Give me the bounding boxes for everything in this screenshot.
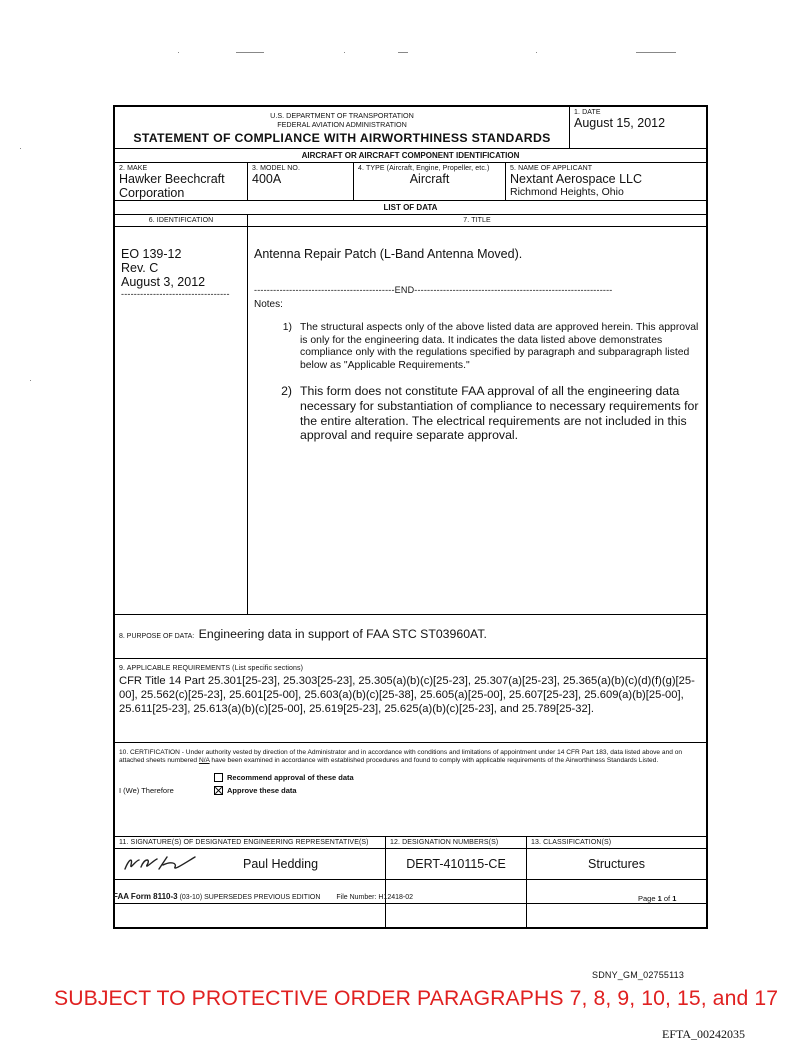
note-1-number: 1) [282, 322, 292, 333]
applicable-requirements [115, 659, 706, 743]
certification [115, 743, 706, 837]
file-number: File Number: H12418-02 [336, 894, 414, 901]
approve-data-label: Approve these data [227, 786, 297, 796]
make-label: 2. MAKE [119, 165, 148, 172]
type-cell [354, 163, 506, 200]
efta-number: EFTA_00242035 [662, 1027, 746, 1041]
scan-speck [30, 380, 31, 381]
applicant-city: Richmond Heights, Ohio [510, 186, 624, 198]
form-footer [113, 892, 413, 901]
designation-column-header: 12. DESIGNATION NUMBERS(S) [386, 837, 527, 848]
identification-column-header: 6. IDENTIFICATION [115, 215, 248, 226]
recommend-approval-option[interactable] [214, 773, 702, 782]
document-number: EO 139-12 [121, 247, 182, 261]
form-number: FAA Form 8110-3 [113, 892, 178, 901]
blank-designation-cell [386, 904, 527, 927]
end-line: --------------------------------------------END-------------------------------------------------------------- [254, 285, 613, 295]
scan-speck [536, 52, 537, 53]
page-total: 1 [672, 894, 677, 903]
date-label: 1. DATE [574, 109, 601, 116]
list-of-data-body [115, 227, 706, 615]
scan-speck [236, 52, 264, 53]
signature-row [115, 849, 706, 880]
certification-text-part1: 10. CERTIFICATION - Under authority vested by direction of the Administrator and in accordance with conditions and limitations of appointment under 14 CFR Part 183, data listed above and on attached sheets numbered [119, 749, 683, 765]
document-date: August 3, 2012 [121, 275, 206, 289]
designation-cell [386, 849, 527, 879]
classification-column-header: 13. CLASSIFICATION(S) [531, 839, 612, 846]
make-cell [115, 163, 248, 200]
title-cell [248, 227, 706, 614]
blank-signature-row [115, 904, 706, 927]
document-title: Antenna Repair Patch (L-Band Antenna Moved). [254, 247, 523, 261]
blank-signature-cell [115, 904, 386, 927]
classification-value: Structures [588, 857, 645, 871]
signature-cell [115, 849, 386, 879]
type-label: 4. TYPE (Aircraft, Engine, Propeller, etc.) [358, 165, 490, 172]
certification-text-part2: have been examined in accordance with established procedures and found to comply with applicable requirements of the Airworthiness Standards Listed. [211, 757, 659, 765]
applicant-name: Nextant Aerospace LLC [510, 172, 643, 186]
page-indicator [638, 894, 676, 903]
attached-sheets-value: N/A [198, 757, 210, 765]
identification-dash-line: ---------------------------------- [121, 289, 230, 299]
note-1-text: The structural aspects only of the above listed data are approved herein. This approval is only for the engineering data. It indicates the data listed above demonstrates compliance only with the regulations specified by paragraph and subparagraph listed below as "Applicable Requirements." [300, 322, 699, 371]
make-value: Hawker Beechcraft Corporation [119, 172, 225, 200]
approve-data-option[interactable] [119, 786, 702, 795]
scan-speck [636, 52, 676, 53]
form-title: STATEMENT OF COMPLIANCE WITH AIRWORTHINESS STANDARDS [133, 131, 551, 145]
recommend-approval-checkbox[interactable] [214, 773, 223, 782]
list-of-data-headers [115, 215, 706, 227]
list-of-data-section-title: LIST OF DATA [115, 201, 706, 215]
blank-classification-cell [527, 880, 706, 903]
page-prefix: Page [638, 894, 656, 903]
identification-section-title: AIRCRAFT OR AIRCRAFT COMPONENT IDENTIFICATION [115, 149, 706, 163]
protective-order-notice: SUBJECT TO PROTECTIVE ORDER PARAGRAPHS 7, 8, 9, 10, 15, and 17 [54, 987, 779, 1010]
type-value: Aircraft [409, 172, 450, 186]
scan-speck [20, 148, 21, 149]
classification-cell [527, 849, 706, 879]
purpose-label: 8. PURPOSE OF DATA: [119, 633, 195, 640]
identification-row [115, 163, 706, 201]
requirements-text: CFR Title 14 Part 25.301[25-23], 25.303[25-23], 25.305(a)(b)(c)[25-23], 25.307(a)[25-23], 25.365(a)(b)(c)(d)(f)(g)[25-00], 25.562(c)[25-23], 25.601[25-00], 25.603(a)(b)(c)[25-38], 25.605(a)[25-00], 25.607[25-23], 25.609(a)(b)[25-00], 25.611[25-23], 25.613(a)(b)(c)[25-00], 25.619[25-23], 25.625(a)(b)(c)[25-23], and 25.789[25-32]. [119, 675, 695, 715]
note-2 [254, 384, 700, 442]
note-2-text: This form does not constitute FAA approval of all the engineering data necessary for substantiation of compliance to necessary requirements for the entire alteration. The electrical requirements are not included in this approval and require separate approval. [300, 384, 699, 443]
document-revision: Rev. C [121, 261, 159, 275]
scan-speck [178, 52, 179, 53]
approve-data-checkbox[interactable] [214, 786, 223, 795]
note-2-number: 2) [281, 384, 292, 399]
recommend-approval-label: Recommend approval of these data [227, 773, 354, 783]
faa-form-8110-3 [113, 105, 708, 929]
page-of: of [663, 894, 671, 903]
model-label: 3. MODEL NO. [252, 165, 301, 172]
identification-cell [115, 227, 248, 614]
date-cell [570, 107, 706, 148]
date-value: August 15, 2012 [574, 116, 666, 130]
scan-speck [344, 52, 345, 53]
page-number: 1 [657, 894, 662, 903]
purpose-of-data [115, 615, 706, 659]
form-heading [115, 107, 570, 148]
bates-number: SDNY_GM_02755113 [592, 970, 685, 980]
blank-classification-cell [527, 904, 706, 927]
title-column-header: 7. TITLE [463, 217, 491, 224]
form-header [115, 107, 706, 149]
signature-headers [115, 837, 706, 849]
designation-number: DERT-410115-CE [406, 857, 506, 871]
applicant-cell [506, 163, 706, 200]
note-1 [254, 322, 700, 372]
purpose-text: Engineering data in support of FAA STC ST03960AT. [198, 627, 487, 641]
signature-column-header: 11. SIGNATURE(S) OF DESIGNATED ENGINEERING REPRESENTATIVE(S) [115, 837, 386, 848]
agency-name: FEDERAL AVIATION ADMINISTRATION [277, 120, 407, 129]
therefore-label: I (We) Therefore [119, 786, 174, 796]
der-name: Paul Hedding [243, 857, 319, 871]
scan-speck [398, 52, 408, 53]
model-cell [248, 163, 354, 200]
department-name: U.S. DEPARTMENT OF TRANSPORTATION [270, 111, 414, 120]
handwritten-signature-icon [119, 851, 201, 877]
certification-text [119, 749, 702, 765]
requirements-label: 9. APPLICABLE REQUIREMENTS (List specific sections) [119, 665, 304, 672]
form-edition: (03-10) SUPERSEDES PREVIOUS EDITION [179, 894, 321, 901]
notes-label: Notes: [254, 299, 283, 310]
applicant-label: 5. NAME OF APPLICANT [510, 165, 593, 172]
model-value: 400A [252, 172, 282, 186]
